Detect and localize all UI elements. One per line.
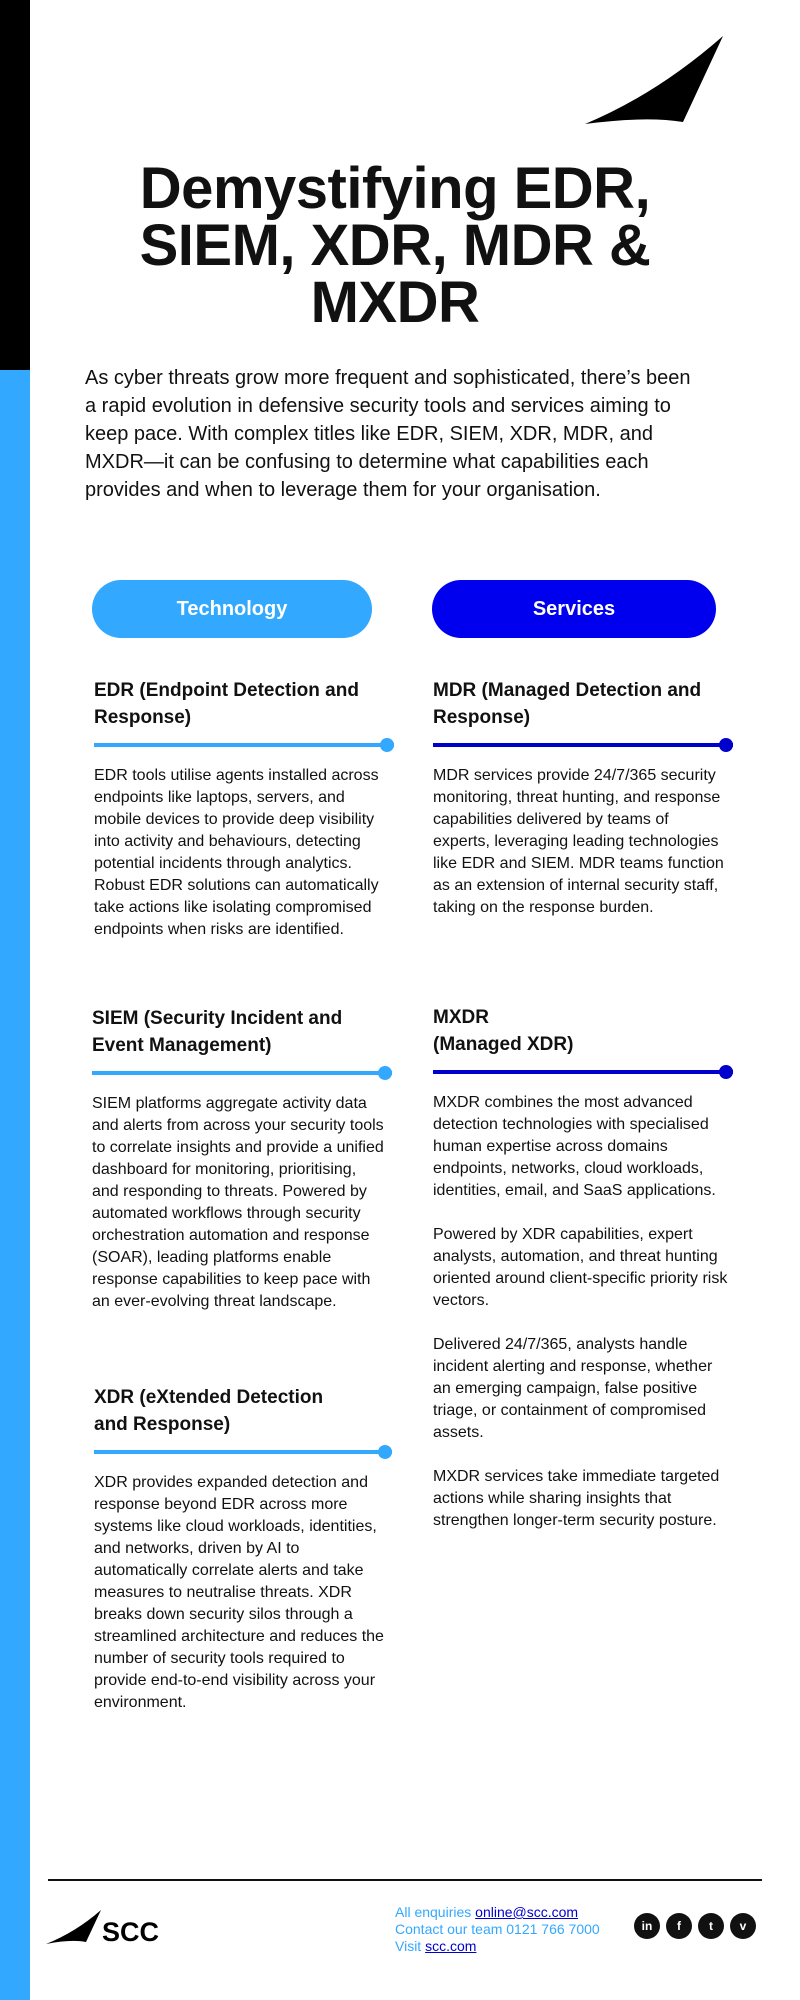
edr-body: EDR tools utilise agents installed across endpoints like laptops, servers, and mobile devices to provide deep visibility into activity and behaviours, detecting potential incidents through analytics. Robust EDR solutions can automatically take actions like isolating compromised endpoints when risks are identified. [94,767,379,938]
vimeo-icon[interactable]: v [730,1913,756,1939]
siem-body: SIEM platforms aggregate activity data and alerts from across your security tools to correlate insights and provide a unified dashboard for monitoring, prioritising, and responding to threats. Powered by automated workflows through security orchestration automation and response (SOAR), leading platforms enable response capabilities to keep pace with an ever-evolving threat landscape. [92,1095,384,1310]
edr-heading: EDR (Endpoint Detection and Response) [94,680,359,728]
mxdr-body-4: MXDR services take immediate targeted actions while sharing insights that strengthen longer-term security posture. [433,1468,720,1529]
siem-divider [92,1067,392,1079]
mxdr-section [433,1004,733,1532]
left-black-bar [0,0,30,370]
left-blue-bar [0,370,30,2000]
edr-section [94,677,394,941]
xdr-section [94,1384,392,1714]
email-link[interactable]: online@scc.com [475,1904,579,1920]
mxdr-divider [433,1066,733,1078]
footer-contact [395,1904,600,1955]
siem-section [92,1005,392,1313]
intro-paragraph: As cyber threats grow more frequent and sophisticated, there’s been a rapid evolution in defensive security tools and services aiming to keep pace. With complex titles like EDR, SIEM, XDR, MDR, and MXDR—it can be confusing to determine what capabilities each provides and when to leverage them for your organisation. [85,367,691,501]
xdr-heading: XDR (eXtended Detection and Response) [94,1387,324,1435]
technology-column-label: Technology [92,580,372,638]
visit-label: Visit [395,1938,426,1954]
mdr-divider [433,739,733,751]
scc-footer-logo [46,1908,166,1948]
scc-wing-logo-icon [585,36,725,126]
footer-logo-text: SCC [102,1917,160,1947]
mxdr-heading [433,1004,733,1058]
xdr-divider [94,1446,392,1458]
mdr-section [433,677,733,919]
footer-divider [48,1879,762,1881]
mxdr-heading-line1: MXDR [433,1007,489,1028]
social-links [634,1913,756,1939]
mdr-body: MDR services provide 24/7/365 security monitoring, threat hunting, and response capabilities delivered by teams of experts, leveraging leading technologies like EDR and SIEM. MDR teams function as an extension of internal security staff, taking on the response burden. [433,767,724,916]
siem-heading: SIEM (Security Incident and Event Management) [92,1008,343,1056]
mxdr-body-2: Powered by XDR capabilities, expert analysts, automation, and threat hunting oriented around client-specific priority risk vectors. [433,1226,728,1309]
mxdr-heading-line2: (Managed XDR) [433,1034,574,1055]
visit-line [395,1938,600,1955]
services-column-label: Services [432,580,716,638]
enquiries-line [395,1904,600,1921]
twitter-icon[interactable]: t [698,1913,724,1939]
mxdr-body-1: MXDR combines the most advanced detection technologies with specialised human expertise across domains endpoints, networks, cloud workloads, identities, email, and SaaS applications. [433,1094,716,1199]
website-link[interactable]: scc.com [425,1938,477,1954]
contact-phone: Contact our team 0121 766 7000 [395,1921,600,1937]
mxdr-body-3: Delivered 24/7/365, analysts handle incident alerting and response, whether an emerging campaign, false positive triage, or containment of compromised assets. [433,1336,713,1441]
edr-divider [94,739,394,751]
facebook-icon[interactable]: f [666,1913,692,1939]
xdr-body: XDR provides expanded detection and response beyond EDR across more systems like cloud workloads, identities, and networks, driven by AI to automatically correlate alerts and take measures to neutralise threats. XDR breaks down security silos through a streamlined architecture and reduces the number of security tools required to provide end-to-end visibility across your environment. [94,1474,384,1711]
page-title: Demystifying EDR, SIEM, XDR, MDR & MXDR [139,156,651,335]
linkedin-icon[interactable]: in [634,1913,660,1939]
enquiries-label: All enquiries [395,1904,476,1920]
mdr-heading: MDR (Managed Detection and Response) [433,680,702,728]
